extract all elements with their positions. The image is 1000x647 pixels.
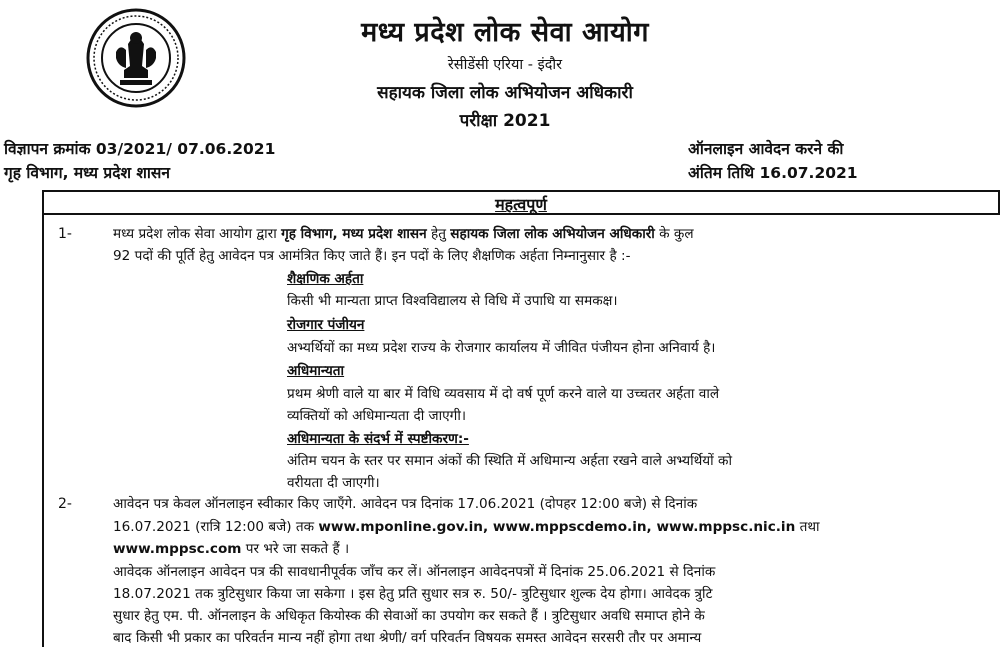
employment-heading: रोजगार पंजीयन [287,317,365,333]
exam-year: परीक्षा 2021 [459,111,551,131]
text-segment: मध्य प्रदेश लोक सेवा आयोग द्वारा [113,226,282,242]
preference-text-2: व्यक्तियों को अधिमान्यता दी जाएगी। [287,408,467,424]
section-2-line-2 [113,518,993,536]
post-bold: सहायक जिला लोक अभियोजन अधिकारी [450,226,655,242]
text-segment: पर भरे जा सकते हैं । [241,541,350,557]
advertisement-number: विज्ञापन क्रमांक 03/2021/ 07.06.2021 [4,140,276,158]
section-2-line-1: आवेदन पत्र केवल ऑनलाइन स्वीकार किए जाएँगे. आवेदन पत्र दिनांक 17.06.2021 (दोपहर 12:00 बजे) से दिनांक [113,496,698,512]
clarification-text-1: अंतिम चयन के स्तर पर समान अंकों की स्थिति में अधिमान्य अर्हता रखने वाले अभ्यर्थियों को [287,453,732,469]
organization-title: मध्य प्रदेश लोक सेवा आयोग [361,17,649,48]
banner-label: महत्वपूर्ण [495,195,547,214]
section-2-line-4: आवेदक ऑनलाइन आवेदन पत्र की सावधानीपूर्वक जाँच कर लें। ऑनलाइन आवेदनपत्रों में दिनांक 25.06.2021 से दिनांक [113,564,716,580]
post-title: सहायक जिला लोक अभियोजन अधिकारी [377,83,633,103]
employment-text: अभ्यर्थियों का मध्य प्रदेश राज्य के रोजगार कार्यालय में जीवित पंजीयन होना अनिवार्य है। [287,340,716,356]
deadline-label: ऑनलाइन आवेदन करने की [688,140,844,158]
deadline-date: अंतिम तिथि 16.07.2021 [688,164,858,182]
preference-heading: अधिमान्यता [287,363,345,379]
website-link: www.mppsc.com [113,541,242,557]
text-segment: तथा [795,519,820,535]
department-bold: गृह विभाग, मध्य प्रदेश शासन [281,226,427,242]
section-1-number: 1- [58,226,72,242]
section-2-number: 2- [58,496,72,512]
section-1-line-2: 92 पदों की पूर्ति हेतु आवेदन पत्र आमंत्रित किए जाते हैं। इन पदों के लिए शैक्षणिक अर्हता निम्नानुसार है :- [113,248,631,264]
important-banner [42,190,1000,215]
clarification-heading: अधिमान्यता के संदर्भ में स्पष्टीकरण:- [287,431,469,447]
section-2-line-7: बाद किसी भी प्रकार का परिवर्तन मान्य नहीं होगा तथा श्रेणी/ वर्ग परिवर्तन विषयक समस्त आवेदन सरसरी तौर पर अमान्य [113,630,702,646]
section-2-line-3 [113,540,993,558]
education-text: किसी भी मान्यता प्राप्त विश्वविद्यालय से विधि में उपाधि या समकक्ष। [287,293,618,309]
website-links: www.mponline.gov.in, www.mppscdemo.in, www.mppsc.nic.in [318,519,796,535]
organization-address: रेसीडेंसी एरिया - इंदौर [447,57,563,73]
section-2-line-5: 18.07.2021 तक त्रुटिसुधार किया जा सकेगा । इस हेतु प्रति सुधार सत्र रु. 50/- त्रुटिसुधार शुल्क देय होगा। आवेदक त्रुटि [113,586,713,602]
text-segment: 16.07.2021 (रात्रि 12:00 बजे) तक [113,519,319,535]
section-1-line-1 [113,225,993,243]
department-name: गृह विभाग, मध्य प्रदेश शासन [4,164,171,182]
text-segment: के कुल [654,226,694,242]
clarification-text-2: वरीयता दी जाएगी। [287,475,380,491]
preference-text-1: प्रथम श्रेणी वाले या बार में विधि व्यवसाय में दो वर्ष पूर्ण करने वाले या उच्चतर अर्हता वाले [287,386,720,402]
education-heading: शैक्षणिक अर्हता [287,271,364,287]
section-2-line-6: सुधार हेतु एम. पी. ऑनलाइन के अधिकृत कियोस्क की सेवाओं का उपयोग कर सकते हैं । त्रुटिसुधार अवधि समाप्त होने के [113,608,705,624]
text-segment: हेतु [426,226,451,242]
left-border-rule [42,215,44,647]
